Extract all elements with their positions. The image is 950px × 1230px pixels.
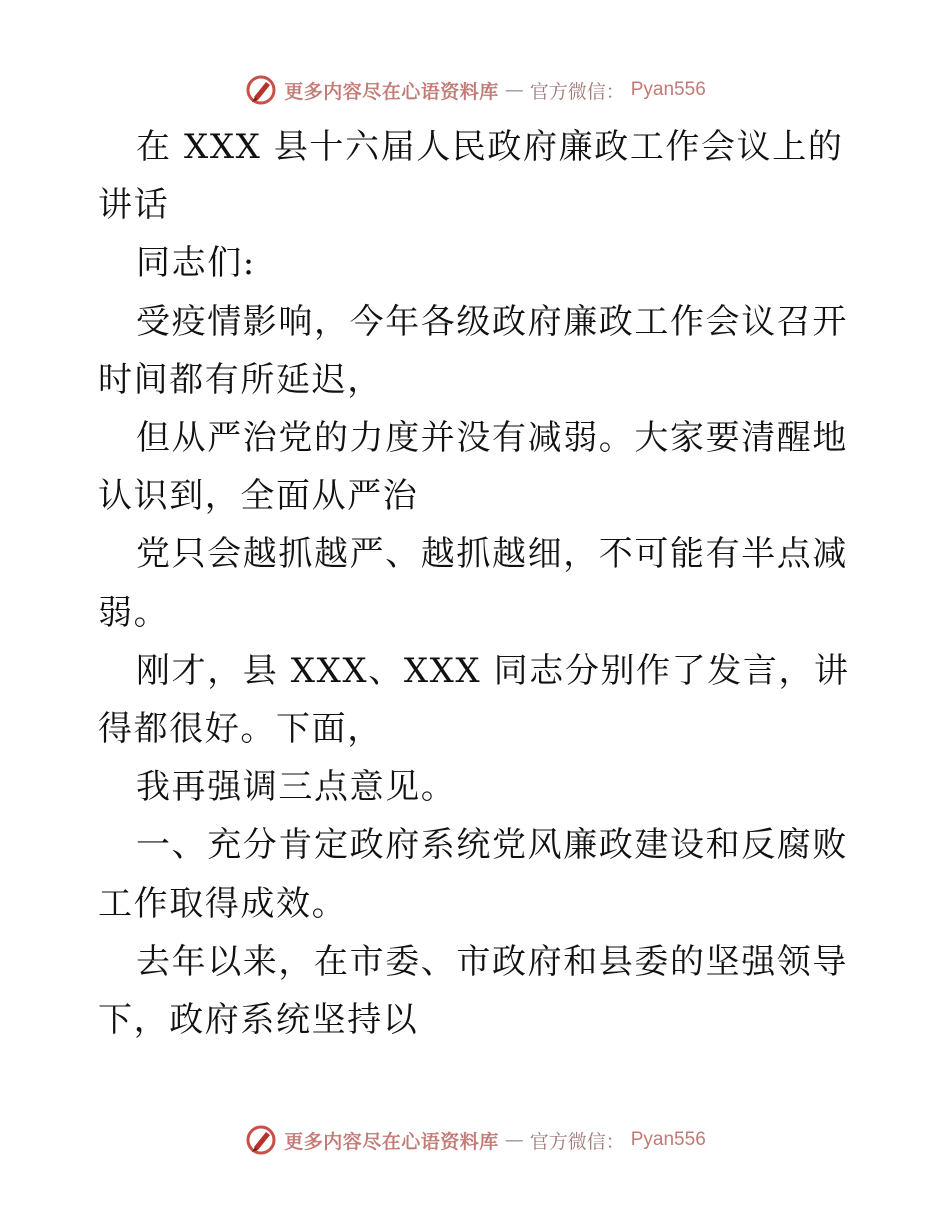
paragraph: 但从严治党的力度并没有减弱。大家要清醒地认识到，全面从严治 <box>98 418 848 517</box>
watermark-separator: — <box>504 1129 524 1151</box>
paragraph: 党只会越抓越严、越抓越细，不可能有半点减弱。 <box>98 534 848 633</box>
watermark-separator: — <box>504 79 524 101</box>
footer-watermark <box>0 1120 950 1160</box>
watermark-label: 官方微信： <box>529 80 625 103</box>
watermark-wechat-id: Pyan556 <box>630 1129 706 1150</box>
section-heading: 一、充分肯定政府系统党风廉政建设和反腐败工作取得成效。 <box>98 825 848 924</box>
paragraph: 受疫情影响，今年各级政府廉政工作会议召开时间都有所延迟， <box>98 301 848 400</box>
paragraph: 去年以来，在市委、市政府和县委的坚强领导下，政府系统坚持以 <box>98 941 848 1041</box>
watermark-label: 官方微信： <box>529 1130 625 1153</box>
pen-logo-icon <box>244 73 278 107</box>
watermark-main-text: 更多内容尽在心语资料库 <box>284 1130 499 1153</box>
speech-title: 在 XXX 县十六届人民政府廉政工作会议上的讲话 <box>98 127 844 226</box>
pen-logo-icon <box>244 1123 278 1157</box>
watermark-wechat-id: Pyan556 <box>630 79 706 100</box>
header-watermark <box>0 70 950 110</box>
salutation: 同志们: <box>136 243 256 284</box>
watermark-main-text: 更多内容尽在心语资料库 <box>284 80 499 103</box>
paragraph: 刚才，县 XXX、XXX 同志分别作了发言，讲得都很好。下面， <box>98 650 850 750</box>
paragraph: 我再强调三点意见。 <box>136 767 457 808</box>
document-body <box>98 118 858 1049</box>
